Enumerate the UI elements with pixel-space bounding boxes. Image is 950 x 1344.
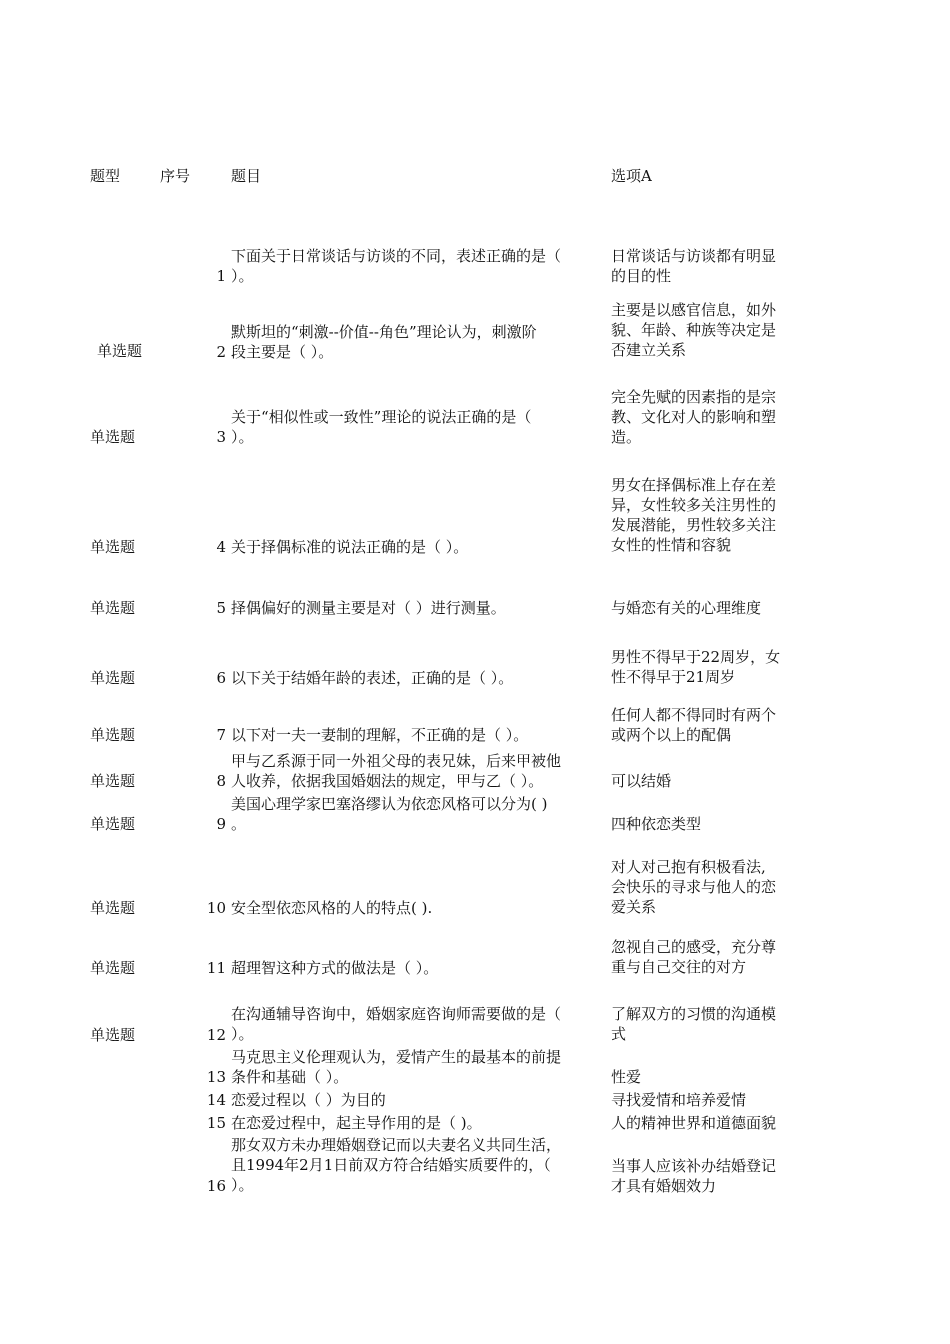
row-3-type: 单选题 (90, 428, 136, 446)
row-9-num: 9 (216, 815, 226, 833)
row-9-question: 美国心理学家巴塞洛缪认为依恋风格可以分为( ) 。 (231, 795, 548, 833)
row-10-type: 单选题 (90, 899, 136, 917)
row-15-num: 15 (206, 1114, 226, 1132)
row-3-optionA: 完全先赋的因素指的是宗 教、文化对人的影响和塑 造。 (611, 388, 777, 446)
row-5-question: 择偶偏好的测量主要是对（ ）进行测量。 (231, 599, 506, 617)
row-16-num: 16 (206, 1177, 226, 1195)
row-1-num: 1 (216, 267, 226, 285)
row-2-optionA: 主要是以感官信息，如外 貌、年龄、种族等决定是 否建立关系 (611, 301, 777, 359)
row-4-type: 单选题 (90, 538, 136, 556)
row-8-num: 8 (216, 772, 226, 790)
row-13-optionA: 性爱 (611, 1068, 642, 1086)
row-10-question: 安全型依恋风格的人的特点( ). (231, 899, 433, 917)
row-5-num: 5 (216, 599, 226, 617)
row-11-num: 11 (206, 959, 226, 977)
row-2-question: 默斯坦的“刺激--价值--角色”理论认为，刺激阶 段主要是（ ）。 (231, 323, 537, 361)
row-15-question: 在恋爱过程中，起主导作用的是（ )。 (231, 1114, 482, 1132)
row-11-type: 单选题 (90, 959, 136, 977)
row-16-question: 那女双方未办理婚姻登记而以夫妻名义共同生活， 且1994年2月1日前双方符合结婚实质要件的，（ ）。 (231, 1136, 562, 1194)
row-6-num: 6 (216, 669, 226, 687)
row-13-num: 13 (206, 1068, 226, 1086)
row-9-optionA: 四种依恋类型 (611, 815, 702, 833)
row-3-question: 关于“相似性或一致性”理论的说法正确的是（ ）。 (231, 408, 532, 446)
row-7-type: 单选题 (90, 726, 136, 744)
row-11-optionA: 忽视自己的感受，充分尊 重与自己交往的对方 (611, 938, 777, 976)
row-6-type: 单选题 (90, 669, 136, 687)
row-4-num: 4 (216, 538, 226, 556)
row-14-optionA: 寻找爱情和培养爱情 (611, 1091, 747, 1109)
row-7-question: 以下对一夫一妻制的理解，不正确的是（ ）。 (231, 726, 529, 744)
row-10-num: 10 (206, 899, 226, 917)
row-4-question: 关于择偶标准的说法正确的是（ ）。 (231, 538, 469, 556)
row-1-optionA: 日常谈话与访谈都有明显 的目的性 (611, 247, 777, 285)
row-9-type: 单选题 (90, 815, 136, 833)
row-6-optionA: 男性不得早于22周岁，女 性不得早于21周岁 (611, 648, 781, 686)
row-2-num: 2 (216, 343, 226, 361)
row-11-question: 超理智这种方式的做法是（ ）。 (231, 959, 439, 977)
row-16-optionA: 当事人应该补办结婚登记 才具有婚姻效力 (611, 1157, 777, 1195)
row-12-question: 在沟通辅导咨询中，婚姻家庭咨询师需要做的是（ ）。 (231, 1005, 562, 1043)
header-question: 题目 (231, 167, 262, 185)
row-15-optionA: 人的精神世界和道德面貌 (611, 1114, 777, 1132)
row-10-optionA: 对人对己抱有积极看法, 会快乐的寻求与他人的恋 爱关系 (611, 858, 777, 916)
row-7-optionA: 任何人都不得同时有两个 或两个以上的配偶 (611, 706, 777, 744)
header-type: 题型 (90, 167, 121, 185)
row-5-type: 单选题 (90, 599, 136, 617)
row-1-question: 下面关于日常谈话与访谈的不同，表述正确的是（ ）。 (231, 247, 562, 285)
row-2-type: 单选题 (97, 342, 143, 360)
row-6-question: 以下关于结婚年龄的表述，正确的是（ ）。 (231, 669, 514, 687)
row-8-type: 单选题 (90, 772, 136, 790)
row-4-optionA: 男女在择偶标准上存在差 异，女性较多关注男性的 发展潜能，男性较多关注 女性的性情和容貌 (611, 476, 777, 554)
header-optionA: 选项A (611, 167, 652, 185)
row-3-num: 3 (216, 428, 226, 446)
row-8-question: 甲与乙系源于同一外祖父母的表兄妹，后来甲被他 人收养，依据我国婚姻法的规定，甲与乙（ ）。 (231, 752, 562, 790)
row-12-optionA: 了解双方的习惯的沟通模 式 (611, 1005, 777, 1043)
row-7-num: 7 (216, 726, 226, 744)
row-14-question: 恋爱过程以（ ）为目的 (231, 1091, 386, 1109)
row-12-type: 单选题 (90, 1026, 136, 1044)
header-num: 序号 (160, 167, 191, 185)
row-8-optionA: 可以结婚 (611, 772, 672, 790)
row-5-optionA: 与婚恋有关的心理维度 (611, 599, 762, 617)
row-14-num: 14 (206, 1091, 226, 1109)
row-13-question: 马克思主义伦理观认为，爱情产生的最基本的前提 条件和基础（ ）。 (231, 1048, 562, 1086)
row-12-num: 12 (206, 1026, 226, 1044)
